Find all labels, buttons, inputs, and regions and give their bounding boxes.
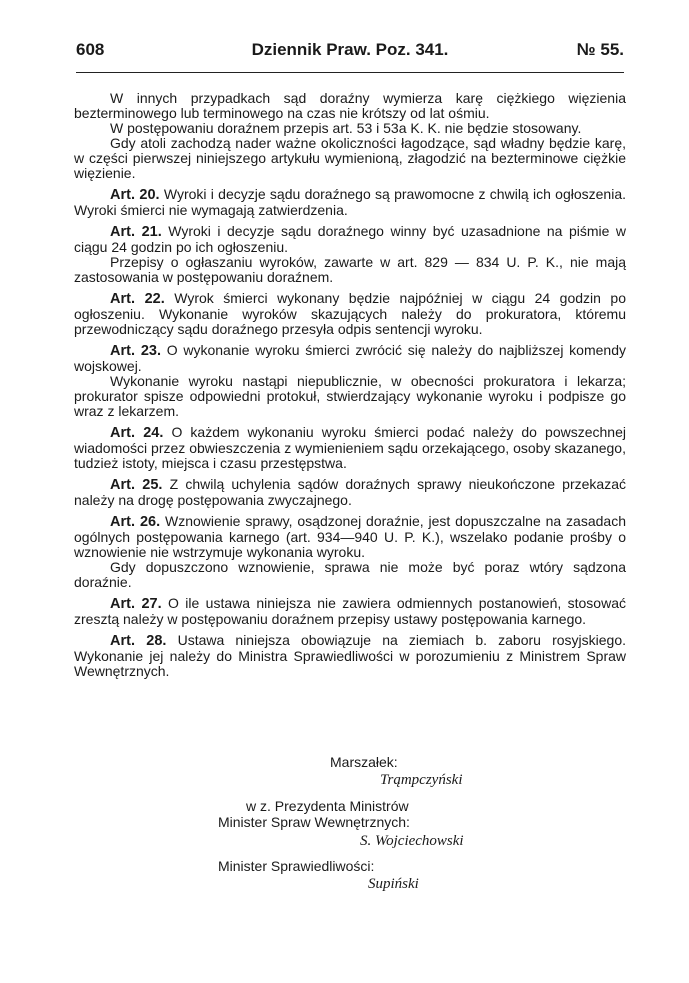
article-text: O każdem wykonaniu wyroku śmierci podać należy do powszechnej wiadomości przez obwieszczenia z wymienieniem sądu orzekającego, osoby skazanego, tudzież istoty, miejsca i czasu przestępstwa. xyxy=(74,424,626,471)
article-label: Art. 20. xyxy=(110,187,160,203)
justice-minister-title: Minister Sprawiedliwości: xyxy=(218,858,375,874)
pm-deputy-line: w z. Prezydenta Ministrów xyxy=(246,798,409,814)
article-text: Wyroki i decyzje sądu doraźnego są prawomocne z chwilą ich ogłoszenia. Wyroki śmierci nie wymagają zatwierdzenia. xyxy=(74,186,627,218)
article-label: Art. 24. xyxy=(110,425,164,441)
paragraph xyxy=(74,374,626,419)
article-label: Art. 22. xyxy=(110,291,165,307)
article-22 xyxy=(74,291,626,337)
marshal-title: Marszałek: xyxy=(330,754,398,770)
paragraph-text: Wykonanie wyroku nastąpi niepublicznie, w obecności prokuratora i lekarza; prokurator spisze odpowiedni protokuł, stwierdzający wykonanie wyroku i podpisze go wraz z lekarzem. xyxy=(74,373,626,419)
interior-minister-title: Minister Spraw Wewnętrznych: xyxy=(218,814,410,830)
paragraph-text: Gdy atoli zachodzą nader ważne okoliczności łagodzące, sąd władny będzie karę, w części pierwszej niniejszego artykułu wymienioną, złagodzić na bezterminowe ciężkie więzienie. xyxy=(74,135,626,181)
article-25 xyxy=(74,477,626,508)
paragraph-text: Gdy dopuszczono wznowienie, sprawa nie może być poraz wtóry sądzona doraźnie. xyxy=(74,559,626,590)
article-text: O wykonanie wyroku śmierci zwrócić się należy do najbliższej komendy wojskowej. xyxy=(74,342,626,374)
paragraph xyxy=(74,91,626,121)
article-26 xyxy=(74,514,626,560)
article-text: Wznowienie sprawy, osądzonej doraźnie, jest dopuszczalne na zasadach ogólnych postępowania karnego (art. 934—940 U. P. K.), wszelako podanie prośby o wznowienie nie wstrzymuje wykonania wyroku. xyxy=(74,513,626,560)
article-text: Ustawa niniejsza obowiązuje na ziemiach b. zaboru rosyjskiego. Wykonanie jej należy do Ministra Sprawiedliwości w porozumieniu z Ministrem Spraw Wewnętrznych. xyxy=(74,632,626,679)
article-label: Art. 27. xyxy=(110,596,162,612)
article-21 xyxy=(74,224,626,255)
article-23 xyxy=(74,343,626,374)
article-label: Art. 21. xyxy=(110,224,162,240)
paragraph-text: Przepisy o ogłaszaniu wyroków, zawarte w art. 829 — 834 U. P. K., nie mają zastosowania w postępowaniu doraźnem. xyxy=(74,254,626,285)
article-text: Z chwilą uchylenia sądów doraźnych sprawy nieukończone przekazać należy na drogę postępowania zwyczajnego. xyxy=(74,476,626,508)
issue-number: № 55. xyxy=(576,40,624,59)
marshal-signature: Trąmpczyński xyxy=(380,772,463,788)
article-24 xyxy=(74,425,626,471)
law-text-body xyxy=(74,91,626,679)
paragraph xyxy=(74,560,626,590)
article-28 xyxy=(74,633,626,679)
article-27 xyxy=(74,596,626,627)
paragraph-text: W postępowaniu doraźnem przepis art. 53 i 53a K. K. nie będzie stosowany. xyxy=(110,120,582,136)
article-20 xyxy=(74,187,626,218)
paragraph-text: W innych przypadkach sąd doraźny wymierza karę ciężkiego więzienia bezterminowego lub terminowego na czas nie krótszy od lat ośmiu. xyxy=(74,90,626,121)
paragraph xyxy=(74,255,626,285)
article-text: Wyroki i decyzje sądu doraźnego winny być uzasadnione na piśmie w ciągu 24 godzin po ich ogłoszeniu. xyxy=(74,223,627,255)
justice-minister-signature: Supiński xyxy=(368,876,419,892)
interior-minister-signature: S. Wojciechowski xyxy=(360,833,464,849)
page-header xyxy=(76,40,624,62)
article-text: Wyrok śmierci wykonany będzie najpóźniej w ciągu 24 godzin po ogłoszeniu. Wykonanie wyroków skazujących należy do prokuratora, któremu przewodniczący sądu doraźnego przesyła odpis sentencji wyroku. xyxy=(74,290,626,337)
header-divider xyxy=(76,72,624,73)
article-text: O ile ustawa niniejsza nie zawiera odmiennych postanowień, stosować zresztą należy w postępowaniu doraźnem przepisy ustawy postępowania karnego. xyxy=(74,595,626,627)
article-label: Art. 23. xyxy=(110,343,161,359)
article-label: Art. 25. xyxy=(110,477,163,493)
paragraph xyxy=(74,121,626,136)
article-label: Art. 28. xyxy=(110,633,167,649)
article-label: Art. 26. xyxy=(110,514,161,530)
paragraph xyxy=(74,136,626,181)
journal-title: Dziennik Praw. Poz. 341. xyxy=(251,40,449,59)
page-number: 608 xyxy=(76,40,105,59)
